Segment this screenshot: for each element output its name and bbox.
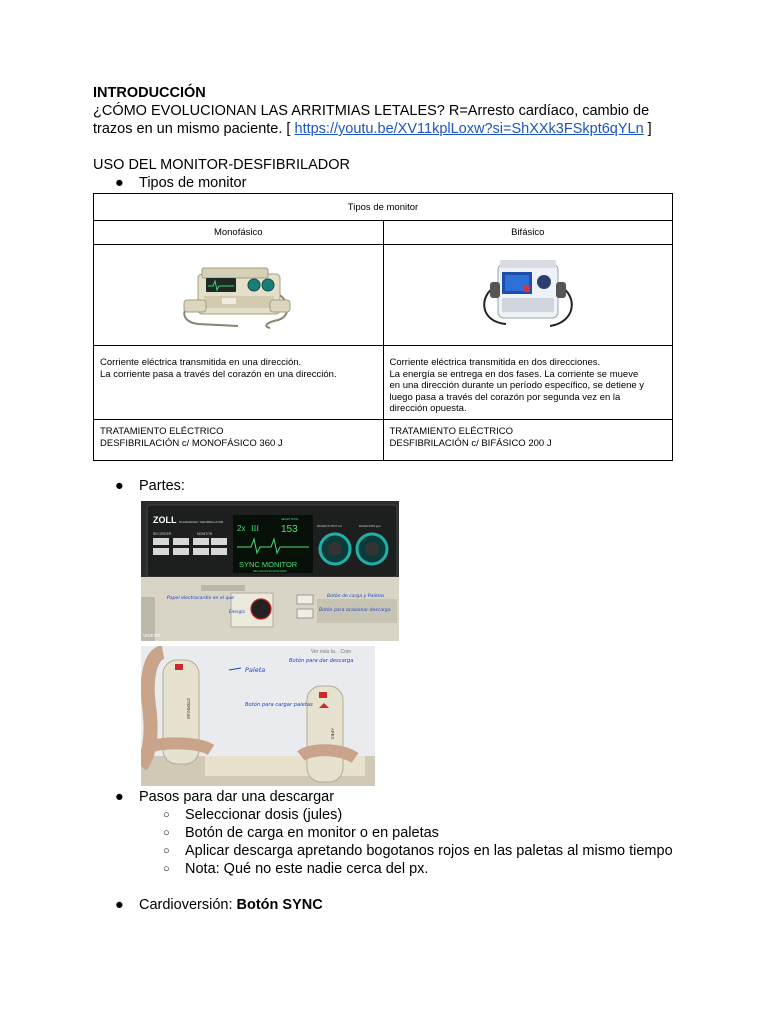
sub-bullet-icon: ○ (163, 863, 170, 875)
bullet-pasos (93, 788, 673, 806)
bullet-icon: ● (115, 789, 124, 805)
bifasico-desc-line: dirección opuesta. (389, 403, 467, 414)
lead-text: 2x (237, 524, 246, 533)
panel-key (211, 538, 227, 545)
monofasico-description (94, 346, 384, 420)
pasos-item (93, 806, 673, 824)
dial2-label: PACER RATE ppm (359, 525, 381, 528)
bullet-tipos (93, 174, 673, 192)
sternum-label: STERNUM (186, 698, 191, 719)
screen-sub-text: DEL ANALIZA EN ESTE MODO (253, 570, 287, 573)
monitor-types-table (93, 193, 673, 461)
biphasic-defibrillator-image (478, 256, 578, 332)
cardio-prefix: Cardioversión: (139, 897, 237, 913)
apex-label: APEX (330, 728, 335, 740)
youtube-link[interactable]: https://youtu.be/XV11kplLoxw?si=ShXXk3FSkpt6qYLn (294, 121, 644, 137)
bifasico-desc-line: La energía se entrega en dos fases. La corriente se mueve (389, 368, 639, 380)
hr-value: 153 (281, 524, 298, 535)
paddles-photo (141, 646, 375, 786)
note-energy: Energía (229, 609, 245, 614)
charge-button (297, 595, 313, 604)
note-paper: Papel electrocardio en el que (167, 596, 235, 601)
bifasico-desc-line: luego pasa a través del corazón por segunda vez en la (389, 391, 621, 403)
pasos-item (93, 824, 673, 842)
bullet-partes-label: Partes: (139, 478, 185, 494)
document-page (93, 84, 673, 914)
monofasico-treatment-line: DESFIBRILACIÓN c/ MONOFÁSICO 360 J (100, 437, 283, 449)
panel-key (153, 548, 169, 555)
intro-line2-prefix: trazos en un mismo paciente. [ (93, 121, 295, 137)
bifasico-treatment-line: TRATAMIENTO ELÉCTRICO (389, 426, 514, 437)
note-charge: Botón de carga y Paletas (327, 594, 385, 599)
monofasico-image-cell (94, 245, 384, 346)
section-title: USO DEL MONITOR-DESFIBRILADOR (93, 157, 351, 173)
panel-key (193, 548, 209, 555)
bullet-tipos-label: Tipos de monitor (139, 175, 247, 191)
label-paleta: Paleta (245, 666, 266, 674)
lead-num-text: III (251, 524, 259, 533)
label-carga: Botón para cargar paletas (245, 702, 313, 708)
bullet-icon: ● (115, 897, 124, 913)
intro-question: ¿CÓMO EVOLUCIONAN LAS ARRITMIAS LETALES? R=Arresto cardíaco, cambio de (93, 103, 650, 119)
pasos-item-text: Aplicar descarga apretando bogotanos rojos en las paletas al mismo tiempo (185, 843, 673, 859)
pasos-item-text: Seleccionar dosis (jules) (185, 807, 343, 823)
bifasico-treatment-line: DESFIBRILACIÓN c/ BIFÁSICO 200 J (389, 437, 552, 449)
monofasico-desc-line: La corriente pasa a través del corazón en una dirección. (100, 368, 337, 380)
sub-bullet-icon: ○ (163, 809, 170, 821)
col-header-bifasico: Bifásico (383, 221, 673, 245)
dial1-label: PACER OUTPUT mA (317, 525, 342, 528)
label-descarga: Botón para dar descarga (289, 658, 354, 664)
intro-heading: INTRODUCCIÓN (93, 85, 206, 101)
energy-selector-knob (251, 599, 271, 619)
sub-bullet-icon: ○ (163, 827, 170, 839)
bifasico-desc-line: en una dirección durante un período específico, se detiene y (389, 380, 645, 391)
brand-sub-text: PACEMAKER / DEFIBRILLATOR (179, 520, 224, 524)
bifasico-image-cell (383, 245, 673, 346)
panel-key (211, 548, 227, 555)
bifasico-treatment (383, 420, 673, 461)
video-top-text: Ver más ta... Com (311, 649, 352, 655)
recorder-label: RECORDER (153, 532, 172, 536)
intro-line2-suffix: ] (643, 121, 652, 137)
col-header-monofasico: Monofásico (94, 221, 384, 245)
bullet-pasos-label: Pasos para dar una descargar (139, 789, 335, 805)
bullet-icon: ● (115, 478, 124, 494)
note-discharge: Botón para ocasionar descarga (319, 608, 391, 613)
pasos-item-text: Botón de carga en monitor o en paletas (185, 825, 439, 841)
bifasico-description (383, 346, 673, 420)
bifasico-desc-line: Corriente eléctrica transmitida en dos direcciones. (389, 357, 601, 368)
monitor-parts-photo (141, 501, 399, 641)
pasos-item (93, 860, 673, 878)
intro-line2 (93, 120, 673, 138)
sync-monitor-text: SYNC MONITOR (239, 560, 298, 569)
pasos-item-text: Nota: Qué no este nadie cerca del px. (185, 861, 429, 877)
panel-key (193, 538, 209, 545)
discharge-button (297, 609, 313, 618)
apex-paddle (307, 686, 343, 782)
hr-label: HEART RATE (281, 517, 299, 521)
corner-label: VIDEOS (143, 633, 161, 638)
pasos-item (93, 842, 673, 860)
monofasico-treatment-line: TRATAMIENTO ELÉCTRICO (100, 426, 224, 437)
cardio-sync-button-text: Botón SYNC (236, 897, 323, 913)
bullet-cardioversion (93, 896, 673, 914)
panel-key (173, 548, 189, 555)
panel-key (153, 538, 169, 545)
bullet-icon: ● (115, 175, 124, 191)
table-caption: Tipos de monitor (94, 194, 673, 221)
monitor-label: MONITOR (197, 532, 212, 536)
bullet-partes (93, 477, 673, 495)
monofasic-defibrillator-image (178, 258, 298, 330)
sub-bullet-icon: ○ (163, 845, 170, 857)
panel-key (173, 538, 189, 545)
brand-text: ZOLL (153, 515, 177, 525)
monofasico-desc-line: Corriente eléctrica transmitida en una dirección. (100, 357, 302, 368)
monofasico-treatment (94, 420, 384, 461)
